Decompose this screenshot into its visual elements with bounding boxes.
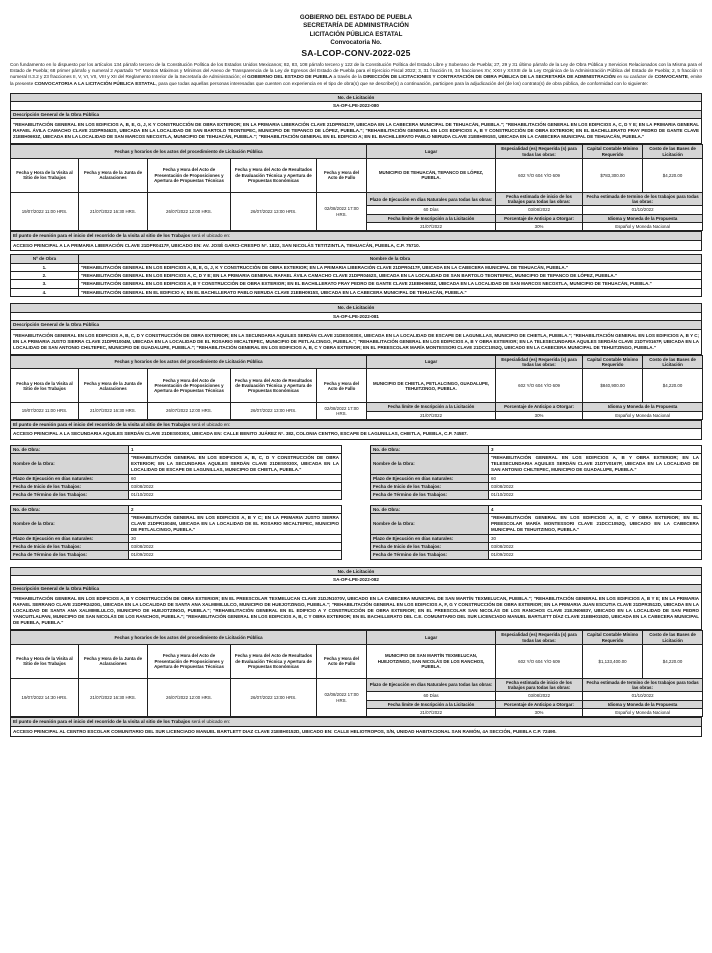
punto-label-suffix: será el ubicado en:: [190, 421, 231, 427]
lic1-plazo: 60 Días: [367, 206, 496, 214]
lic3-description: "REHABILITACIÓN GENERAL EN LOS EDIFICIOS A, B Y CONSTRUCCIÓN DE OBRA EXTERIOR; EN EL PREESCOLAR TEXMELUCAN CLAVE 21DJN1070V, UBICADO EN LA CABECERA MUNICIPAL DE SAN MARTÍN TEXMELUCAN, PUEBLA."; "REHABILITACIÓN GENERAL EN LOS EDIFICIOS A, B Y E; EN LA PRIMARIA RAFAEL SERRANO CLAVE 21DPR2420G, UBICADA EN LA LOCALIDAD DE SANTA ANA XALMIMILULCO, MUNICIPIO DE HUEJOTZINGO, PUEBLA."; "REHABILITACIÓN GENERAL EN LOS EDIFICIOS A, F, G Y CONSTRUCCIÓN DE OBRA EXTERIOR; EN LA PRIMARIA JUAN ESCUTIA CLAVE 21DPR3512D, UBICADA EN LA LOCALIDAD DE SANTA ANA XALMIMILULCO, MUNICIPIO DE HUEJOTZINGO, PUEBLA."; "REHABILITACIÓN GENERAL EN EL EDIFICIO A Y CONSTRUCCIÓN DE OBRA EXTERIOR; EN EL PREESCOLAR SAN NICOLÁS DE LOS RANCHOS CLAVE 21EJN0683Y, UBICADO EN LA LOCALIDAD DE SAN PEDRO YANCUITLALPAN, MUNICIPIO DE SAN NICOLÁS DE LOS RANCHOS, PUEBLA."; "REHABILITACIÓN GENERAL EN LOS EDIFICIOS A, B, C Y OBRA EXTERIOR; EN EL BACHILLERATO DEL C.E. COMUNITARIO DEL SUR LICENCIADO MANUEL BARTLETT DÍAZ CLAVE 21EBH0152D, UBICADA EN LA CABECERA MUNICIPAL DE PUEBLA, PUEBLA.": [11, 593, 702, 630]
lic1-plazo-label: Plazo de Ejecución en días Naturales para todas las obras:: [367, 192, 496, 206]
punto-label-bold: El punto de reunión para el inicio del recorrido de la visita al sitio de los Trabajos: [13, 421, 191, 427]
lic2-anticipo: 30%: [496, 411, 583, 419]
lic3-anticipo: 30%: [496, 708, 583, 716]
punto-label-bold: El punto de reunión para el inicio del recorrido de la visita al sitio de los Trabajos: [13, 719, 191, 725]
det-plazo: 60: [129, 474, 342, 482]
lic2-schedule-table: [10, 355, 703, 420]
lic3-inicio-label: Fecha estimada de inicio de los trabajos para todas las obras:: [496, 678, 583, 692]
lic3-inicio: 03/08/2022: [496, 692, 583, 700]
lic3-capital-label: Capital Contable Mínimo Requerido: [583, 631, 643, 645]
intro-text: , emite la presente: [10, 74, 702, 86]
lic1-fallo: 02/08/2022 17:00 HRS.: [317, 192, 367, 230]
det-no: 2: [129, 505, 342, 513]
lic2-punto-label: [11, 420, 702, 429]
intro-bold: GOBIERNO DEL ESTADO DE PUEBLA: [247, 74, 333, 80]
lic1-inscripcion-label: Fecha límite de Inscripción a la Licitación: [367, 214, 496, 222]
lic2-idioma-label: Idioma y Moneda de la Propuesta: [583, 403, 703, 411]
licitacion-081: [10, 303, 702, 565]
det-inicio: 03/08/2022: [129, 542, 342, 550]
lic2-especialidad-label: Especialidad (es) Requerida (s) para todas las obras:: [496, 355, 583, 369]
lic1-idioma: Español y Moneda Nacional: [583, 223, 703, 231]
obra-number: 2.: [11, 272, 79, 280]
lic2-acceso: ACCESO PRINCIPAL A LA SECUNDARIA AQUILES SERDÁN CLAVE 21DES0030X, UBICADA EN: CALLE BENITO JUÁREZ N°. 382, COLONIA CENTRO, ESCAPE DE LAGUNILLAS, CHIETLA, PUEBLA, C.P. 74587.: [11, 429, 702, 440]
lic2-inscripcion-label: Fecha límite de Inscripción a la Licitación: [367, 403, 496, 411]
lic2-obras-details: [10, 445, 702, 565]
det-plazo: 30: [489, 534, 702, 542]
det-inicio: 03/08/2022: [489, 483, 702, 491]
lic2-especialidad: 602 Y/O 604 Y/O 609: [496, 369, 583, 403]
lic3-propuestas-label: Fecha y Hora del Acto de Presentación de Proposiciones y Apertura de Propuestas Técnicas: [148, 644, 231, 678]
lic3-junta-label: Fecha y Hora de la Junta de Aclaraciones: [79, 644, 148, 678]
header-gobierno: GOBIERNO DEL ESTADO DE PUEBLA: [299, 14, 413, 21]
lic2-capital: $840,900.00: [583, 369, 643, 403]
lic2-description: "REHABILITACIÓN GENERAL EN LOS EDIFICIOS A, B, C, D Y CONSTRUCCIÓN DE OBRA EXTERIOR; EN LA SECUNDARIA AQUILES SERDÁN CLAVE 21DES0030X, UBICADA EN LA LOCALIDAD DE ESCAPE DE LAGUNILLAS, MUNICIPIO DE CHIETLA, PUEBLA."; "REHABILITACIÓN GENERAL EN LOS EDIFICIOS A, B Y C; EN LA PRIMARIA JUSTO SIERRA CLAVE 21DPR1004M, UBICADA EN LA LOCALIDAD DE EL ROSARIO MICALTEPEC, MUNICIPIO DE PETLALCINGO, PUEBLA."; "REHABILITACIÓN GENERAL EN LOS EDIFICIOS A, B Y OBRA EXTERIOR; EN LA TELESECUNDARIA AQUILES SERDÁN CLAVE 21DTV0167P, UBICADA EN LA LOCALIDAD DE SAN ANTONIO CHILTEPEC, MUNICIPIO DE GUADALUPE, PUEBLA."; "REHABILITACIÓN GENERAL EN LOS EDIFICIOS A, B, C Y OBRA EXTERIOR; EN EL PREESCOLAR MARÍA MONTESSORI CLAVE 21DCC1052Q, UBICADO EN LA CABECERA MUNICIPAL DE TEHUITZINGO, PUEBLA.": [11, 329, 702, 354]
header-licitacion: LICITACIÓN PÚBLICA ESTATAL: [309, 30, 403, 38]
lic1-especialidad: 602 Y/O 604 Y/O 609: [496, 158, 583, 192]
lic1-capital-label: Capital Contable Mínimo Requerido: [583, 145, 643, 159]
lic3-resultados-label: Fecha y Hora del Acto de Resultados de Evaluación Técnica y Apertura de Propuestas Económicas: [231, 644, 317, 678]
det-inicio: 03/08/2022: [489, 542, 702, 550]
lic1-propuestas: 26/07/2022 12:00 HRS.: [148, 192, 231, 230]
lic1-number: SA-OP-LPE-2022-080: [11, 102, 702, 111]
lic1-inicio: 03/08/2022: [496, 206, 583, 214]
lic2-anticipo-label: Porcentaje de Anticipo a Otorgar:: [496, 403, 583, 411]
det-termino-label: Fecha de Término de los Trabajos:: [371, 551, 489, 559]
det-no-label: No. de Obra:: [11, 445, 129, 453]
obra-number: 4.: [11, 288, 79, 296]
det-inicio-label: Fecha de Inicio de los Trabajos:: [371, 542, 489, 550]
lic2-idioma: Español y Moneda Nacional: [583, 411, 703, 419]
det-inicio-label: Fecha de Inicio de los Trabajos:: [11, 542, 129, 550]
lic1-junta: 21/07/2022 16:30 HRS.: [79, 192, 148, 230]
det-plazo-label: Plazo de Ejecución en días naturales:: [11, 474, 129, 482]
lic1-anticipo-label: Porcentaje de Anticipo a Otorgar:: [496, 214, 583, 222]
lic3-fallo-label: Fecha y Hora del Acto de Fallo: [317, 644, 367, 678]
lic1-anticipo: 30%: [496, 223, 583, 231]
lic3-access-table: [10, 717, 702, 737]
lic3-termino-label: Fecha estimada de termino de los trabajos para todas las obras:: [583, 678, 703, 692]
table-row: [11, 288, 702, 296]
lic2-capital-label: Capital Contable Mínimo Requerido: [583, 355, 643, 369]
det-no-label: No. de Obra:: [11, 505, 129, 513]
lic1-junta-label: Fecha y Hora de la Junta de Aclaraciones: [79, 158, 148, 192]
lic2-fechas-label: Fechas y horarios de los actos del procedimiento de Licitación Pública: [11, 355, 367, 369]
lic1-punto-label: [11, 232, 702, 241]
det-termino: 01/09/2022: [489, 551, 702, 559]
table-row: [11, 272, 702, 280]
lic3-junta: 21/07/2022 16:30 HRS.: [79, 678, 148, 716]
lic2-propuestas-label: Fecha y Hora del Acto de Presentación de Proposiciones y Apertura de Propuestas Técnicas: [148, 369, 231, 403]
det-nombre: "REHABILITACIÓN GENERAL EN LOS EDIFICIOS A, B Y C; EN LA PRIMARIA JUSTO SIERRA CLAVE 21DPR1004M, UBICADA EN LA LOCALIDAD DE EL ROSARIO MICALTEPEC, MUNICIPIO DE PETLALCINGO, PUEBLA.": [129, 514, 342, 534]
lic3-lugar: MUNICIPIO DE SAN MARTÍN TEXMELUCAN, HUEJOTZINGO, SAN NICOLÁS DE LOS RANCHOS, PUEBLA.: [367, 644, 496, 678]
lic3-no-label: No. de Licitación: [11, 567, 702, 576]
lic1-costo-label: Costo de las Bases de Licitación: [643, 145, 703, 159]
lic2-access-table: [10, 420, 702, 440]
det-no: 3: [489, 445, 702, 453]
lic1-fallo-label: Fecha y Hora del Acto de Fallo: [317, 158, 367, 192]
det-nombre-label: Nombre de la Obra:: [371, 514, 489, 534]
det-nombre: "REHABILITACIÓN GENERAL EN LOS EDIFICIOS A, B, C, D Y CONSTRUCCIÓN DE OBRA EXTERIOR; EN LA SECUNDARIA AQUILES SERDÁN CLAVE 21DES0030X, UBICADA EN LA LOCALIDAD DE ESCAPE DE LAGUNILLAS, MUNICIPIO DE CHIETLA, PUEBLA.": [129, 454, 342, 474]
obra-number: 3.: [11, 280, 79, 288]
lic2-junta: 21/07/2022 16:30 HRS.: [79, 403, 148, 420]
det-termino-label: Fecha de Término de los Trabajos:: [11, 491, 129, 499]
det-nombre-label: Nombre de la Obra:: [11, 454, 129, 474]
det-inicio-label: Fecha de Inicio de los Trabajos:: [371, 483, 489, 491]
det-termino-label: Fecha de Término de los Trabajos:: [11, 551, 129, 559]
lic2-resultados-label: Fecha y Hora del Acto de Resultados de Evaluación Técnica y Apertura de Propuestas Económicas: [231, 369, 317, 403]
document-header: [10, 14, 702, 59]
obra-name: "REHABILITACIÓN GENERAL EN LOS EDIFICIOS A, B Y CONSTRUCCIÓN DE OBRA EXTERIOR; EN EL BACHILLERATO FRAY PEDRO DE GANTE CLAVE 21EBH0693Z, UBICADA EN LA LOCALIDAD DE SAN MARCOS NECOXTLA, MUNICIPIO DE TEHUACÁN, PUEBLA.": [79, 280, 702, 288]
intro-bold: CONVOCATORIA A LA LICITACIÓN PÚBLICA ESTATAL: [34, 80, 156, 86]
lic3-idioma: Español y Moneda Nacional: [583, 708, 703, 716]
lic1-nombre-obra-label: Nombre de la Obra: [79, 255, 702, 263]
lic3-visita-label: Fecha y Hora de la Visita al Sitio de los Trabajos: [11, 644, 79, 678]
lic2-no-label: No. de Licitación: [11, 304, 702, 313]
lic1-no-obra-label: Nº de Obra: [11, 255, 79, 263]
lic2-fallo-label: Fecha y Hora del Acto de Fallo: [317, 369, 367, 403]
lic2-obras-left: [10, 445, 342, 565]
det-no-label: No. de Obra:: [371, 505, 489, 513]
lic3-fechas-label: Fechas y horarios de los actos del procedimiento de Licitación Pública: [11, 631, 367, 645]
lic1-works-table: [10, 254, 702, 297]
lic1-especialidad-label: Especialidad (es) Requerida (s) para todas las obras:: [496, 145, 583, 159]
lic1-schedule-table: [10, 144, 703, 231]
lic3-visita: 19/07/2022 14:30 HRS.: [11, 678, 79, 716]
lic2-obra-4: [370, 505, 702, 560]
lic3-capital: $1,133,400.00: [583, 644, 643, 678]
lic2-costo: $4,220.00: [643, 369, 703, 403]
lic1-inicio-label: Fecha estimada de inicio de los trabajos para todas las obras:: [496, 192, 583, 206]
lic1-termino: 01/10/2022: [583, 206, 703, 214]
lic3-inscripcion-label: Fecha límite de Inscripción a la Licitación: [367, 700, 496, 708]
obra-number: 1.: [11, 263, 79, 271]
det-termino: 01/10/2022: [489, 491, 702, 499]
intro-bold: DIRECCIÓN DE LICITACIONES Y CONTRATACIÓN DE OBRA PÚBLICA DE LA SECRETARÍA DE ADMINISTRACIÓN: [363, 74, 616, 80]
lic3-resultados: 26/07/2022 13:00 HRS.: [231, 678, 317, 716]
licitacion-080: [10, 93, 702, 297]
lic3-idioma-label: Idioma y Moneda de la Propuesta: [583, 700, 703, 708]
header-secretaria: SECRETARÍA DE ADMINISTRACIÓN: [303, 22, 409, 30]
lic2-lugar-label: Lugar: [367, 355, 496, 369]
intro-paragraph: [10, 62, 702, 87]
lic2-junta-label: Fecha y Hora de la Junta de Aclaraciones: [79, 369, 148, 403]
det-no: 1: [129, 445, 342, 453]
lic1-idioma-label: Idioma y Moneda de la Propuesta: [583, 214, 703, 222]
lic1-lugar-label: Lugar: [367, 145, 496, 159]
lic2-lugar: MUNICIPIO DE CHIETLA, PETLALCINGO, GUADALUPE, TEHUITZINGO, PUEBLA.: [367, 369, 496, 403]
det-no: 4: [489, 505, 702, 513]
lic2-visita-label: Fecha y Hora de la Visita al Sitio de los Trabajos: [11, 369, 79, 403]
lic2-obra-2: [10, 505, 342, 560]
obra-name: "REHABILITACIÓN GENERAL EN EL EDIFICIO A; EN EL BACHILLERATO PABLO NERUDA CLAVE 21EBH0915S, UBICADA EN LA CABECERA MUNICIPAL DE TEHUACÁN, PUEBLA.": [79, 288, 702, 296]
lic3-desc-label: Descripción General de la Obra Pública: [11, 584, 702, 593]
lic1-header-table: [10, 93, 702, 145]
det-no-label: No. de Obra:: [371, 445, 489, 453]
lic2-obra-1: [10, 445, 342, 500]
lic1-description: "REHABILITACIÓN GENERAL EN LOS EDIFICIOS A, B, E, G, J, K Y CONSTRUCCIÓN DE OBRA EXTERIOR; EN LA PRIMARIA LIBERACIÓN CLAVE 21DPR0417F, UBICADA EN LA CABECERA MUNICIPAL DE TEHUACÁN, PUEBLA."; "REHABILITACIÓN GENERAL EN LOS EDIFICIOS A, C, D Y E; EN LA PRIMARIA GENERAL RAFAEL ÁVILA CAMACHO CLAVE 21DPR0462S, UBICADA EN LA LOCALIDAD DE SAN BARTOLO TEONTEPEC, MUNICIPIO DE TEPANCO DE LÓPEZ, PUEBLA."; "REHABILITACIÓN GENERAL EN LOS EDIFICIOS A, B Y CONSTRUCCIÓN DE OBRA EXTERIOR; EN EL BACHILLERATO FRAY PEDRO DE GANTE CLAVE 21EBH0693Z, UBICADA EN LA LOCALIDAD DE SAN MARCOS NECOXTLA, MUNICIPIO DE TEHUACÁN, PUEBLA."; "REHABILITACIÓN GENERAL EN EL EDIFICIO A; EN EL BACHILLERATO PABLO NERUDA CLAVE 21EBH0915S, UBICADA EN LA CABECERA MUNICIPAL DE TEHUACÁN, PUEBLA.": [11, 119, 702, 144]
det-plazo-label: Plazo de Ejecución en días naturales:: [371, 534, 489, 542]
lic1-termino-label: Fecha estimada de termino de los trabajos para todas las obras:: [583, 192, 703, 206]
lic1-desc-label: Descripción General de la Obra Pública: [11, 110, 702, 119]
lic2-visita: 19/07/2022 11:00 HRS.: [11, 403, 79, 420]
det-nombre: "REHABILITACIÓN GENERAL EN LOS EDIFICIOS A, B Y OBRA EXTERIOR; EN LA TELESECUNDARIA AQUILES SERDÁN CLAVE 21DTV0167P, UBICADA EN LA LOCALIDAD DE SAN ANTONIO CHILTEPEC, MUNICIPIO DE GUADALUPE, PUEBLA.": [489, 454, 702, 474]
lic3-punto-label: [11, 718, 702, 727]
intro-text: , para que todas aquellas personas interesadas que cuenten con experiencia en el tipo de obra(s) que se describe(n) a continuación, participen para la adjudicación del (de los) contrato(s) de obra pública, de conformidad con lo siguiente:: [155, 80, 648, 86]
det-inicio: 03/08/2022: [129, 483, 342, 491]
det-plazo-label: Plazo de Ejecución en días naturales:: [371, 474, 489, 482]
lic1-resultados-label: Fecha y Hora del Acto de Resultados de Evaluación Técnica y Apertura de Propuestas Económicas: [231, 158, 317, 192]
det-termino: 01/09/2022: [129, 551, 342, 559]
punto-label-bold: El punto de reunión para el inicio del recorrido de la visita al sitio de los Trabajos: [13, 233, 191, 239]
lic2-obras-right: [370, 445, 702, 565]
lic3-especialidad-label: Especialidad (es) Requerida (s) para todas las obras:: [496, 631, 583, 645]
punto-label-suffix: será el ubicado en:: [190, 233, 231, 239]
lic1-lugar: MUNICIPIO DE TEHUACÁN, TEPANCO DE LÓPEZ, PUEBLA.: [367, 158, 496, 192]
det-plazo: 30: [129, 534, 342, 542]
intro-bold: CONVOCANTE: [654, 74, 688, 80]
obra-name: "REHABILITACIÓN GENERAL EN LOS EDIFICIOS A, B, E, G, J, K Y CONSTRUCCIÓN DE OBRA EXTERIOR; EN LA PRIMARIA LIBERACIÓN CLAVE 21DPR0417F, UBICADA EN LA CABECERA MUNICIPAL DE TEHUACÁN, PUEBLA.": [79, 263, 702, 271]
lic3-anticipo-label: Porcentaje de Anticipo a Otorgar:: [496, 700, 583, 708]
lic3-lugar-label: Lugar: [367, 631, 496, 645]
lic3-plazo: 60 Días: [367, 692, 496, 700]
intro-text: en su carácter de: [615, 74, 655, 80]
det-plazo: 60: [489, 474, 702, 482]
intro-text: Con fundamento en lo dispuesto por los artículos 134 párrafo tercero de la Constitución Política de los Estados Unidos Mexicanos; 82, 83, 108 párrafo tercero y 122 de la Constitución Política del Estado Libre y Soberano de Puebla; 27, 29 y 31 último párrafo de la Ley de Obra Pública y Servicios Relacionados con la Misma para el Estado de Puebla; 68 primer párrafo y numeral 2 Apartado "H" Montos Máximos y Mínimos del Anexo de Transparencia de la Ley de Egresos del Estado de Puebla para el Ejercicio Fiscal 2022; 3, 31 fracción III, 34 fracciones XV, XXII y XXXIII de la Ley Orgánica de la Administración Pública del Estado de Puebla; 2, 5 fracción II numeral II.3.2 y 23 fracciones II, V, VI, VII, VIII y XII del Reglamento Interior de la Secretaría de Administración; el: [10, 61, 702, 80]
obra-name: "REHABILITACIÓN GENERAL EN LOS EDIFICIOS A, C, D Y E; EN LA PRIMARIA GENERAL RAFAEL ÁVILA CAMACHO CLAVE 21DPR0462S, UBICADA EN LA LOCALIDAD DE SAN BARTOLO TEONTEPEC, MUNICIPIO DE TEPANCO DE LÓPEZ, PUEBLA.": [79, 272, 702, 280]
lic3-acceso: ACCESO PRINCIPAL AL CENTRO ESCOLAR COMUNITARIO DEL SUR LICENCIADO MANUEL BARTLETT DIAZ CLAVE 21EBH0152D, UBICADO EN: CALLE HELIOTROPOS, S/N, UNIDAD HABITACIONAL SAN RAMÓN, 4A SECCIÓN, PUEBLA C.P. 72490.: [11, 726, 702, 737]
lic3-header-table: [10, 567, 702, 631]
det-termino: 01/10/2022: [129, 491, 342, 499]
lic3-number: SA-OP-LPE-2022-082: [11, 576, 702, 585]
licitacion-082: [10, 567, 702, 737]
lic3-schedule-table: [10, 630, 703, 717]
lic3-inscripcion: 21/07/2022: [367, 708, 496, 716]
lic1-resultados: 26/07/2022 13:00 HRS.: [231, 192, 317, 230]
det-inicio-label: Fecha de Inicio de los Trabajos:: [11, 483, 129, 491]
punto-label-suffix: será el ubicado en:: [190, 719, 231, 725]
lic1-access-table: [10, 231, 702, 251]
lic2-inscripcion: 21/07/2022: [367, 411, 496, 419]
lic2-header-table: [10, 303, 702, 355]
header-convocatoria-number: SA-LCOP-CONV-2022-025: [301, 47, 411, 58]
lic1-fechas-label: Fechas y horarios de los actos del procedimiento de Licitación Pública: [11, 145, 367, 159]
det-plazo-label: Plazo de Ejecución en días naturales:: [11, 534, 129, 542]
lic3-plazo-label: Plazo de Ejecución en días Naturales para todas las obras:: [367, 678, 496, 692]
det-nombre-label: Nombre de la Obra:: [11, 514, 129, 534]
intro-text: a través de la: [332, 74, 364, 80]
lic3-fallo: 02/08/2022 17:00 HRS.: [317, 678, 367, 716]
lic3-termino: 01/10/2022: [583, 692, 703, 700]
lic1-propuestas-label: Fecha y Hora del Acto de Presentación de Proposiciones y Apertura de Propuestas Técnicas: [148, 158, 231, 192]
lic2-number: SA-OP-LPE-2022-081: [11, 312, 702, 321]
lic1-capital: $783,300.00: [583, 158, 643, 192]
lic2-costo-label: Costo de las Bases de Licitación: [643, 355, 703, 369]
lic2-resultados: 26/07/2022 13:00 HRS.: [231, 403, 317, 420]
lic1-visita: 19/07/2022 11:00 HRS.: [11, 192, 79, 230]
table-row: [11, 280, 702, 288]
lic3-propuestas: 26/07/2022 12:00 HRS.: [148, 678, 231, 716]
det-termino-label: Fecha de Término de los Trabajos:: [371, 491, 489, 499]
lic2-fallo: 02/08/2022 17:00 HRS.: [317, 403, 367, 420]
lic2-obra-3: [370, 445, 702, 500]
lic1-visita-label: Fecha y Hora de la Visita al Sitio de los Trabajos: [11, 158, 79, 192]
lic3-costo-label: Costo de las Bases de Licitación: [643, 631, 703, 645]
lic2-desc-label: Descripción General de la Obra Pública: [11, 321, 702, 330]
lic3-especialidad: 602 Y/O 604 Y/O 609: [496, 644, 583, 678]
det-nombre: "REHABILITACIÓN GENERAL EN LOS EDIFICIOS A, B, C Y OBRA EXTERIOR; EN EL PREESCOLAR MARÍA MONTESSORI CLAVE 21DCC1052Q, UBICADO EN LA CABECERA MUNICIPAL DE TEHUITZINGO, PUEBLA.": [489, 514, 702, 534]
lic1-inscripcion: 21/07/2022: [367, 223, 496, 231]
table-row: [11, 263, 702, 271]
lic2-propuestas: 26/07/2022 12:00 HRS.: [148, 403, 231, 420]
lic1-acceso: ACCESO PRINCIPAL A LA PRIMARIA LIBERACIÓN CLAVE 21DPR0417F, UBICADO EN: AV. JOSÉ GARCI-CRESPO N°. 1822, SAN NICOLÁS TETITZINTLA, TEHUACÁN, PUEBLA, C.P. 75710.: [11, 240, 702, 251]
header-convocatoria-label: Convocatoria No.: [330, 39, 382, 47]
det-nombre-label: Nombre de la Obra:: [371, 454, 489, 474]
lic1-no-label: No. de Licitación: [11, 93, 702, 102]
lic1-costo: $4,220.00: [643, 158, 703, 192]
lic3-costo: $4,220.00: [643, 644, 703, 678]
